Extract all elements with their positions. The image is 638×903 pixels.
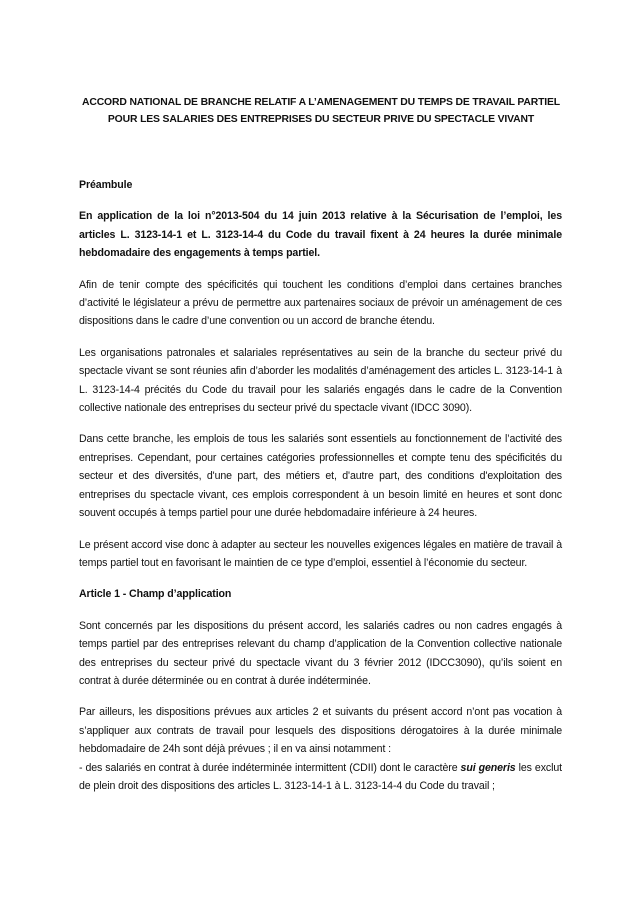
article-1-bullet-emphasis: sui generis [460,761,516,774]
title-line-2: POUR LES SALARIES DES ENTREPRISES DU SECTEUR PRIVE DU SPECTACLE VIVANT [107,114,535,125]
document-title [78,94,564,128]
preambule-heading: Préambule [79,179,133,191]
article-1-paragraph-1: Sont concernés par les dispositions du présent accord, les salariés cadres ou non cadres engagés à temps partiel par des entreprises relevant du champ d’application de la Convention collective nationale des entreprises du secteur privé du spectacle vivant du 3 février 2012 (IDCC3090), qu’ils soient en contrat à durée déterminée ou en contrat à durée indéterminée. [79,619,562,687]
preambule-paragraph-5: Le présent accord vise donc à adapter au secteur les nouvelles exigences légales en matière de travail à temps partiel tout en favorisant le maintien de ce type d’emploi, essentiel à l’économie du secteur. [79,538,562,569]
preambule-paragraph-1: En application de la loi n°2013-504 du 14 juin 2013 relative à la Sécurisation de l’emploi, les articles L. 3123-14-1 et L. 3123-14-4 du Code du travail fixent à 24 heures la durée minimale hebdomadaire des engagements à temps partiel. [79,210,562,260]
document-body [79,176,562,808]
article-1-paragraph-2-intro: Par ailleurs, les dispositions prévues aux articles 2 et suivants du présent accord n’ont pas vocation à s’appliquer aux contrats de travail pour lesquels des dispositions dérogatoires à la durée minimale hebdomadaire de 24h sont déjà prévues ; il en va ainsi notamment : [79,706,562,756]
article-1-bullet-start: - des salariés en contrat à durée indéterminée intermittent (CDII) dont le caractère [79,761,461,774]
title-line-1: ACCORD NATIONAL DE BRANCHE RELATIF A L’AMENAGEMENT DU TEMPS DE TRAVAIL PARTIEL [82,97,560,108]
preambule-paragraph-2: Afin de tenir compte des spécificités qui touchent les conditions d’emploi dans certaines branches d’activité le législateur a prévu de permettre aux partenaires sociaux de prévoir un aménagement de ces dispositions dans le cadre d’une convention ou un accord de branche étendu. [79,278,562,328]
preambule-paragraph-4: Dans cette branche, les emplois de tous les salariés sont essentiels au fonctionnement de l’activité des entreprises. Cependant, pour certaines catégories professionnelles et compte tenu des spécificités du secteur et des diversités, d'une part, des métiers et, d'autre part, des conditions d'exploitation des entreprises du spectacle vivant, ces emplois correspondent à un besoin limité en heures et sont donc souvent occupés à temps partiel pour une durée hebdomadaire inférieure à 24 heures. [79,433,562,520]
preambule-paragraph-3: Les organisations patronales et salariales représentatives au sein de la branche du secteur privé du spectacle vivant se sont réunies afin d’aborder les modalités d’aménagement des articles L. 3123-14-1 à L. 3123-14-4 précités du Code du travail pour les salariés engagés dans le cadre de la Convention collective nationale des entreprises du secteur privé du spectacle vivant (IDCC 3090). [79,346,562,415]
article-1-heading: Article 1 - Champ d’application [79,588,232,601]
article-1-bullet-end: les exclut de plein droit des dispositions des articles L. 3123-14-1 à L. 3123-14-4 du Code du travail ; [79,761,562,792]
article-1-paragraph-2 [79,703,562,795]
